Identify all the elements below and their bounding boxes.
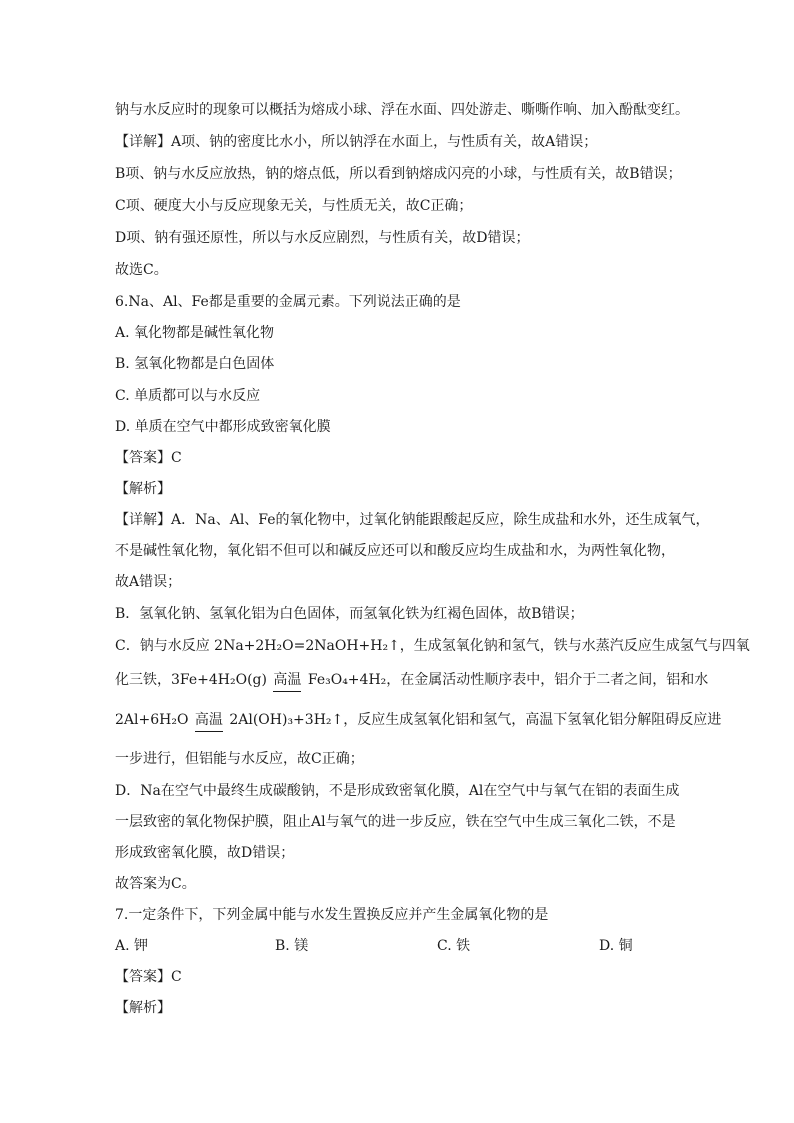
detail-a: 【详解】A项、钠的密度比水小，所以钠浮在水面上，与性质有关，故A错误； (115, 134, 598, 150)
explain-d-1: D．Na在空气中最终生成碳酸钠，不是形成致密氧化膜，Al在空气中与氧气在铝的表面生成 (115, 783, 680, 799)
q7-option-d: D. 铜 (599, 938, 633, 954)
analysis-label: 【解析】 (115, 481, 171, 497)
explain-c-4: 一步进行，但铝能与水反应，故C正确； (115, 751, 364, 767)
equation-fe-right: Fe₃O₄+4H₂，在金属活动性顺序表中，铝介于二者之间，铝和水 (307, 672, 709, 688)
detail-d: D项、钠有强还原性，所以与水反应剧烈，与性质有关，故D错误； (115, 230, 530, 246)
high-temp-condition: 高温 (194, 712, 223, 728)
detail-c: C项、硬度大小与反应现象无关，与性质无关，故C正确； (115, 198, 473, 214)
detail-b: B项、钠与水反应放热，钠的熔点低，所以看到钠熔成闪亮的小球，与性质有关，故B错误； (115, 166, 682, 182)
final-answer: 故答案为C。 (115, 876, 196, 892)
equation-fe-left: 化三铁，3Fe+4H₂O(g) (115, 672, 267, 688)
q7-analysis-label: 【解析】 (115, 1000, 171, 1016)
explain-a-1: 【详解】A．Na、Al、Fe的氧化物中，过氧化钠能跟酸起反应，除生成盐和水外，还生成氧气， (115, 512, 710, 528)
conclusion: 故选C。 (115, 262, 168, 278)
explain-a-2: 不是碱性氧化物，氧化铝不但可以和碱反应还可以和酸反应均生成盐和水，为两性氧化物， (115, 543, 675, 559)
explain-c-2 (115, 670, 708, 690)
option-a: A. 氧化物都是碱性氧化物 (115, 325, 275, 341)
text-line: 钠与水反应时的现象可以概括为熔成小球、浮在水面、四处游走、嘶嘶作响、加入酚酞变红。 (115, 102, 689, 118)
option-d: D. 单质在空气中都形成致密氧化膜 (115, 419, 331, 435)
explain-b: B．氢氧化钠、氢氧化铝为白色固体，而氢氧化铁为红褐色固体，故B错误； (115, 606, 584, 622)
q7-answer-label: 【答案】C (115, 969, 182, 985)
explain-d-3: 形成致密氧化膜，故D错误； (115, 845, 295, 861)
answer-label: 【答案】C (115, 450, 182, 466)
explain-a-3: 故A错误； (115, 574, 182, 590)
explain-c-3 (115, 710, 721, 730)
explain-d-2: 一层致密的氧化物保护膜，阻止Al与氧气的进一步反应，铁在空气中生成三氧化二铁，不是 (115, 814, 676, 830)
q7-option-c: C. 铁 (437, 938, 471, 954)
high-temp-condition: 高温 (273, 672, 302, 688)
question-7: 7.一定条件下，下列金属中能与水发生置换反应并产生金属氧化物的是 (115, 907, 549, 923)
option-c: C. 单质都可以与水反应 (115, 388, 261, 404)
question-6: 6.Na、Al、Fe都是重要的金属元素。下列说法正确的是 (115, 294, 461, 310)
option-b: B. 氢氧化物都是白色固体 (115, 356, 275, 372)
explain-c-1: C．钠与水反应 2Na+2H₂O=2NaOH+H₂↑，生成氢氧化钠和氢气，铁与水蒸汽反应生成氢气与四氧 (115, 638, 750, 654)
equation-al-right: 2Al(OH)₃+3H₂↑，反应生成氢氧化铝和氢气，高温下氢氧化铝分解阻碍反应进 (229, 712, 722, 728)
equation-al-left: 2Al+6H₂O (115, 712, 189, 728)
q7-option-a: A. 钾 (115, 938, 149, 954)
q7-option-b: B. 镁 (275, 938, 309, 954)
